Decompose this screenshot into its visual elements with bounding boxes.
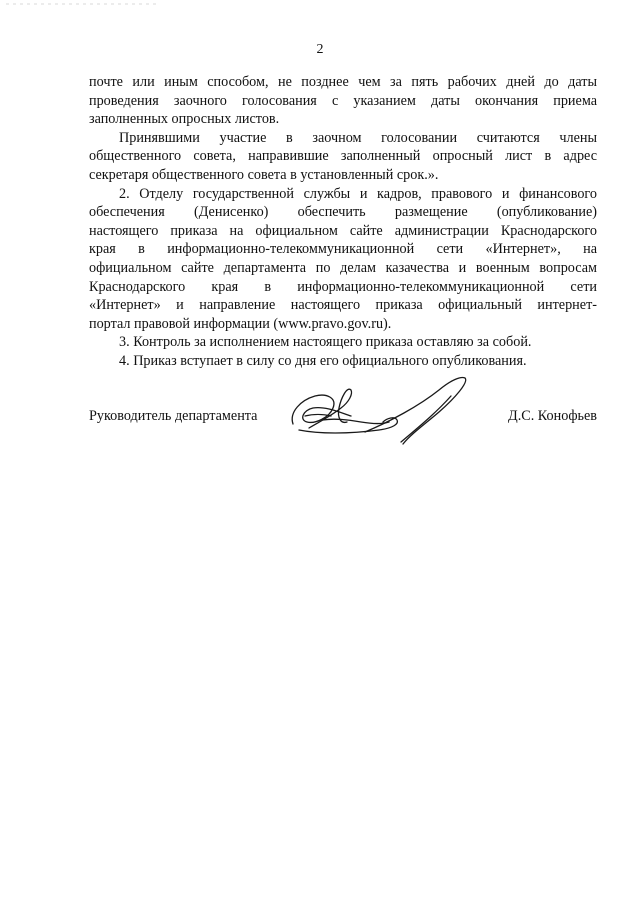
signature-block <box>89 372 597 452</box>
document-body <box>89 73 597 371</box>
text-line: 3. Контроль за исполнением настоящего приказа оставляю за собой. <box>119 334 532 351</box>
text-line: портал правовой информации (www.pravo.gov.ru). <box>89 315 392 332</box>
text-line: почте или иным способом, не позднее чем за пять рабочих дней до даты <box>89 74 597 90</box>
text-line: 4. Приказ вступает в силу со дня его официального опубликования. <box>119 352 527 369</box>
signer-name: Д.С. Конофьев <box>508 408 597 424</box>
text-line: проведения заочного голосования с указанием даты окончания приема <box>89 92 597 109</box>
text-line: секретаря общественного совета в установленный срок.». <box>89 166 439 183</box>
text-line: Краснодарского края в информационно-телекоммуникационной сети <box>89 278 597 295</box>
text-line: заполненных опросных листов. <box>89 111 280 128</box>
page-number: 2 <box>316 42 324 57</box>
paragraph-p4 <box>89 333 597 352</box>
paragraph-p5 <box>89 352 597 371</box>
paragraph-p3 <box>89 185 597 334</box>
text-line: «Интернет» и направление настоящего приказа официальный интернет- <box>89 297 597 314</box>
text-line: 2. Отделу государственной службы и кадров, правового и финансового <box>119 185 597 202</box>
paragraph-p2 <box>89 129 597 185</box>
scan-artifact-mark <box>6 3 156 5</box>
text-line: обеспечения (Денисенко) обеспечить размещение (опубликование) <box>89 204 597 221</box>
text-line: края в информационно-телекоммуникационной сети «Интернет», на <box>89 241 597 258</box>
paragraph-p1 <box>89 73 597 129</box>
text-line: Принявшими участие в заочном голосовании считаются члены <box>119 129 597 146</box>
text-line: настоящего приказа на официальном сайте администрации Краснодарского <box>89 222 597 239</box>
handwritten-signature <box>279 372 479 452</box>
text-line: общественного совета, направившие заполненный опросный лист в адрес <box>89 148 597 165</box>
text-line: официальном сайте департамента по делам казачества и военным вопросам <box>89 259 597 276</box>
signer-position: Руководитель департамента <box>89 408 258 424</box>
